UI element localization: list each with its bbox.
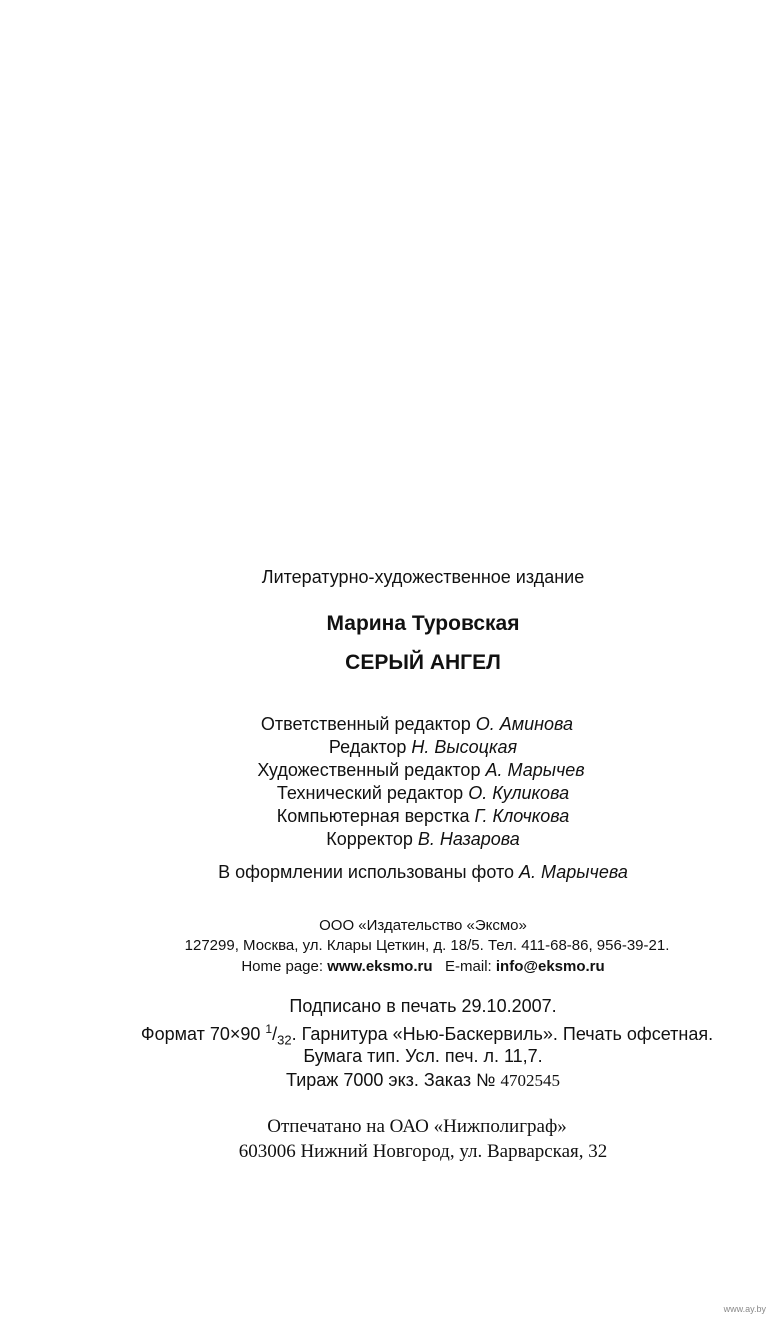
- signed-line: Подписано в печать 29.10.2007.: [289, 996, 557, 1016]
- order-number: 4702545: [500, 1071, 560, 1090]
- credit-line: [36, 807, 774, 825]
- genre-line: Литературно-художественное издание: [261, 567, 585, 587]
- credit-line: [36, 830, 774, 848]
- email-label: E-mail:: [445, 958, 492, 975]
- credit-line: [30, 715, 774, 733]
- credit-role: Технический редактор: [276, 783, 464, 803]
- publisher-address: 127299, Москва, ул. Клары Цеткин, д. 18/5. Тел. 411-68-86, 956-39-21.: [184, 937, 670, 954]
- run-label: Тираж 7000 экз. Заказ №: [286, 1070, 496, 1090]
- paper-line: Бумага тип. Усл. печ. л. 11,7.: [303, 1046, 543, 1066]
- credit-name: О. Аминова: [475, 714, 574, 734]
- format-suffix: . Гарнитура «Нью-Баскервиль». Печать офсетная.: [291, 1024, 714, 1044]
- credit-name: Г. Клочкова: [474, 806, 570, 826]
- credit-name: О. Куликова: [468, 783, 570, 803]
- credit-line: [34, 761, 774, 779]
- format-fraction-denominator: 32: [277, 1032, 292, 1048]
- credit-name: А. Марычев: [485, 760, 585, 780]
- printer-address: 603006 Нижний Новгород, ул. Варварская, 32: [238, 1141, 608, 1162]
- email-link[interactable]: info@eksmo.ru: [495, 958, 605, 975]
- credit-line: [36, 738, 774, 756]
- publisher-name: ООО «Издательство «Эксмо»: [319, 917, 527, 934]
- credit-name: В. Назарова: [417, 829, 520, 849]
- book-title: СЕРЫЙ АНГЕЛ: [345, 651, 501, 674]
- credit-role: Редактор: [328, 737, 407, 757]
- printer-name: Отпечатано на ОАО «Нижполиграф»: [267, 1116, 567, 1137]
- author-name: Марина Туровская: [326, 612, 520, 635]
- design-note-name: А. Марычева: [519, 862, 628, 882]
- credit-role: Компьютерная верстка: [276, 806, 470, 826]
- homepage-link[interactable]: www.eksmo.ru: [327, 958, 433, 975]
- credit-name: Н. Высоцкая: [411, 737, 518, 757]
- credit-role: Художественный редактор: [257, 760, 481, 780]
- design-note-text: В оформлении использованы фото: [218, 862, 515, 882]
- watermark: www.ay.by: [723, 1304, 766, 1314]
- credit-role: Корректор: [326, 829, 413, 849]
- run-line: [36, 1071, 774, 1089]
- publisher-contacts: [36, 959, 774, 974]
- format-line: [40, 1023, 774, 1047]
- format-fraction-numerator: 1: [265, 1022, 273, 1036]
- format-fraction-slash: /: [272, 1024, 278, 1044]
- format-prefix: Формат 70×90: [140, 1024, 261, 1044]
- homepage-label: Home page:: [241, 958, 324, 975]
- credit-line: [36, 784, 774, 802]
- design-note: [36, 863, 774, 881]
- credit-role: Ответственный редактор: [260, 714, 471, 734]
